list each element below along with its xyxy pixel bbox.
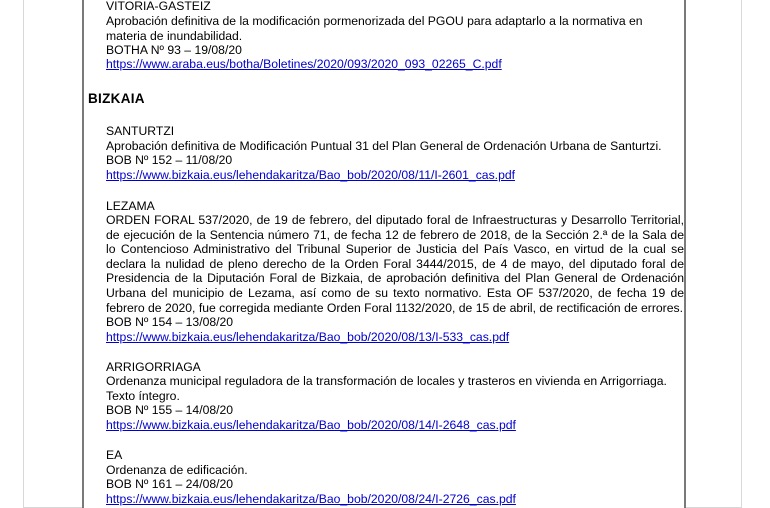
municipality-name: SANTURTZI	[106, 124, 175, 138]
entry-description: Aprobación definitiva de la modificación pormenorizada del PGOU para adaptarlo a la normativa en materia de inundabilidad.	[106, 14, 643, 43]
bulletin-reference: BOB Nº 155 – 14/08/20	[106, 403, 234, 417]
document-link[interactable]: https://www.bizkaia.eus/lehendakaritza/Bao_bob/2020/08/24/I-2726_cas.pdf	[106, 492, 516, 506]
document-link[interactable]: https://www.araba.eus/botha/Boletines/2020/093/2020_093_02265_C.pdf	[106, 57, 502, 71]
document-panel	[82, 0, 686, 508]
document-link[interactable]: https://www.bizkaia.eus/lehendakaritza/Bao_bob/2020/08/13/I-533_cas.pdf	[106, 330, 510, 344]
entry-description: ORDEN FORAL 537/2020, de 19 de febrero, del diputado foral de Infraestructuras y Desarrollo Territorial, de ejecución de la Sentencia número 71, de fecha 12 de febrero de 2018, de la Sección 2.ª de la Sala de lo Contencioso Administrativo del Tribunal Superior de Justicia del País Vasco, en virtud de la cual se declara la nulidad de pleno derecho de la Orden Foral 3444/2015, de 4 de mayo, del diputado foral de Presidencia de la Diputación Foral de Bizkaia, de aprobación definitiva del Plan General de Ordenación Urbana del municipio de Lezama, así como de su texto normativo. Esta OF 537/2020, de fecha 19 de febrero de 2020, fue corregida mediante Orden Foral 1132/2020, de 15 de abril, de rectificación de errores.	[106, 213, 684, 315]
bulletin-reference: BOTHA Nº 93 – 19/08/20	[106, 43, 242, 57]
document-link[interactable]: https://www.bizkaia.eus/lehendakaritza/Bao_bob/2020/08/11/I-2601_cas.pdf	[106, 168, 516, 182]
municipality-name: EA	[106, 448, 123, 462]
bulletin-reference: BOB Nº 161 – 24/08/20	[106, 477, 234, 491]
bulletin-reference: BOB Nº 152 – 11/08/20	[106, 153, 233, 167]
document-link[interactable]: https://www.bizkaia.eus/lehendakaritza/Bao_bob/2020/08/14/I-2648_cas.pdf	[106, 418, 516, 432]
entry-description: Aprobación definitiva de Modificación Puntual 31 del Plan General de Ordenación Urbana de Santurtzi.	[106, 139, 662, 153]
entry-description: Ordenanza de edificación.	[106, 463, 248, 477]
municipality-name: LEZAMA	[106, 199, 155, 213]
section-heading-bizkaia: BIZKAIA	[88, 91, 145, 106]
entry-description: Ordenanza municipal reguladora de la transformación de locales y trasteros en vivienda en Arrigorriaga. Texto íntegro.	[106, 374, 667, 403]
municipality-name: ARRIGORRIAGA	[106, 360, 201, 374]
bulletin-reference: BOB Nº 154 – 13/08/20	[106, 315, 234, 329]
municipality-name: VITORIA-GASTEIZ	[106, 0, 211, 13]
